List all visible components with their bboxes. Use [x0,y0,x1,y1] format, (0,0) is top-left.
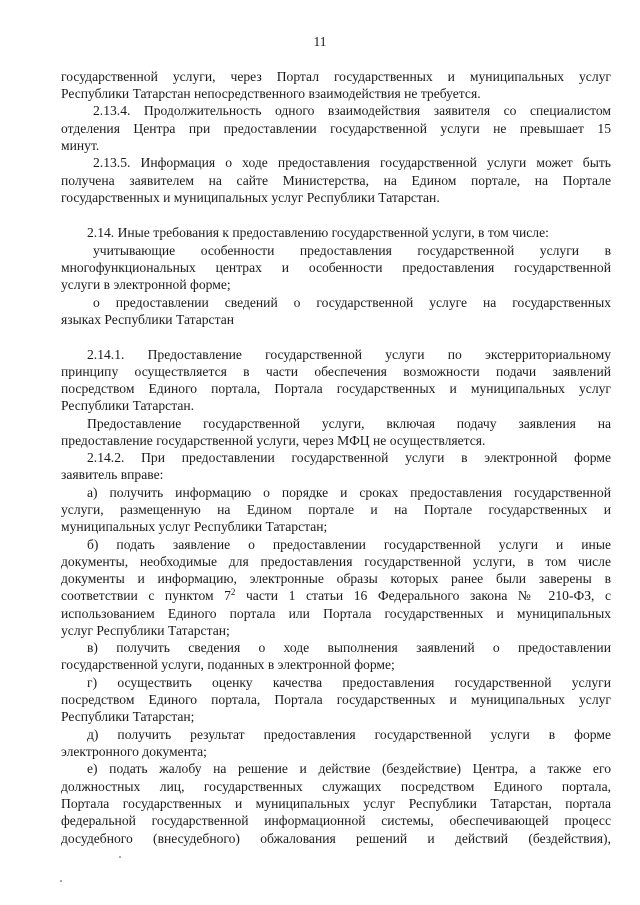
text-line: принципу осуществляется в части обеспечения возможности подачи заявлений [61,364,611,379]
text-line: Республики Татарстан непосредственного взаимодействия не требуется. [61,86,481,101]
text-line: государственной услуги, через Портал государственных и муниципальных услуг [61,69,611,84]
page-number: 11 [313,34,327,49]
text-line: досудебного (внесудебного) обжалования решений и действий (бездействия), [61,831,611,846]
text-line: г) осуществить оценку качества предоставления государственной услуги [87,675,611,690]
text-line: многофункциональных центрах и особенности предоставления государственной [61,260,611,275]
text-line: получена заявителем на сайте Министерства, на Едином портале, на Портале [61,173,611,188]
superscript: 2 [230,587,236,597]
text-line: федеральной государственной информационной системы, обеспечивающей процесс [61,813,611,828]
text-line: а) получить информацию о порядке и сроках предоставления государственной [87,485,611,500]
text-line: отделения Центра при предоставлении государственной услуги не превышает 15 [61,121,611,136]
scan-speck [60,880,62,882]
text-line: государственных и муниципальных услуг Республики Татарстан. [61,190,440,205]
text-line: б) подать заявление о предоставлении государственной услуги и иные [87,537,611,552]
text-line: е) подать жалобу на решение и действие (бездействие) Центра, а также его [87,761,611,776]
scan-speck [119,856,121,858]
text-line: посредством Единого портала, Портала государственных и муниципальных услуг [61,692,611,707]
text-line: посредством Единого портала, Портала государственных и муниципальных услуг [61,381,611,396]
text-line: учитывающие особенности предоставления государственной услуги в [93,243,611,258]
text-line: Республики Татарстан; [61,709,195,724]
text-line: 2.14.2. При предоставлении государственной услуги в электронной форме [87,450,611,465]
text-line: в) получить сведения о ходе выполнения заявлений о предоставлении [87,640,611,655]
text-line: Предоставление государственной услуги, включая подачу заявления на [87,416,611,431]
text-span: соответствии с пунктом 7 [61,588,231,603]
text-line: заявитель вправе: [61,467,164,482]
text-line: государственной услуги, поданных в электронной форме; [61,657,395,672]
text-line: использованием Единого портала или Портала государственных и муниципальных [61,606,611,621]
text-line: Республики Татарстан. [61,398,195,413]
text-line: электронного документа; [61,744,207,759]
text-line [61,588,611,604]
text-line: 2.13.4. Продолжительность одного взаимодействия заявителя со специалистом [93,103,611,118]
text-line: минут. [61,138,100,153]
text-span: части 1 статьи 16 Федерального закона № 210-ФЗ, с [235,588,611,603]
text-line: 2.13.5. Информация о ходе предоставления государственной услуги может быть [93,155,611,170]
text-line: 2.14.1. Предоставление государственной услуги по экстерриториальному [87,347,611,362]
text-line: должностных лиц, государственных служащих посредством Единого портала, [61,779,611,794]
text-line: 2.14. Иные требования к предоставлению государственной услуги, в том числе: [87,225,549,240]
text-line: документы и информацию, электронные образы которых ранее были заверены в [61,571,611,586]
text-line: услуг Республики Татарстан; [61,623,230,638]
text-line: муниципальных услуг Республики Татарстан; [61,519,328,534]
text-line: предоставление государственной услуги, через МФЦ не осуществляется. [61,433,486,448]
text-line: документы, необходимые для предоставления государственной услуги, в том числе [61,554,611,569]
text-line: о предоставлении сведений о государственной услуге на государственных [93,295,611,310]
text-line: Портала государственных и муниципальных услуг Республики Татарстан, портала [61,796,611,811]
text-line: языках Республики Татарстан [61,312,235,327]
text-line: услуги, размещенную на Едином портале и на Портале государственных и [61,502,611,517]
text-line: услуги в электронной форме; [61,277,231,292]
text-line: д) получить результат предоставления государственной услуги в форме [87,727,611,742]
